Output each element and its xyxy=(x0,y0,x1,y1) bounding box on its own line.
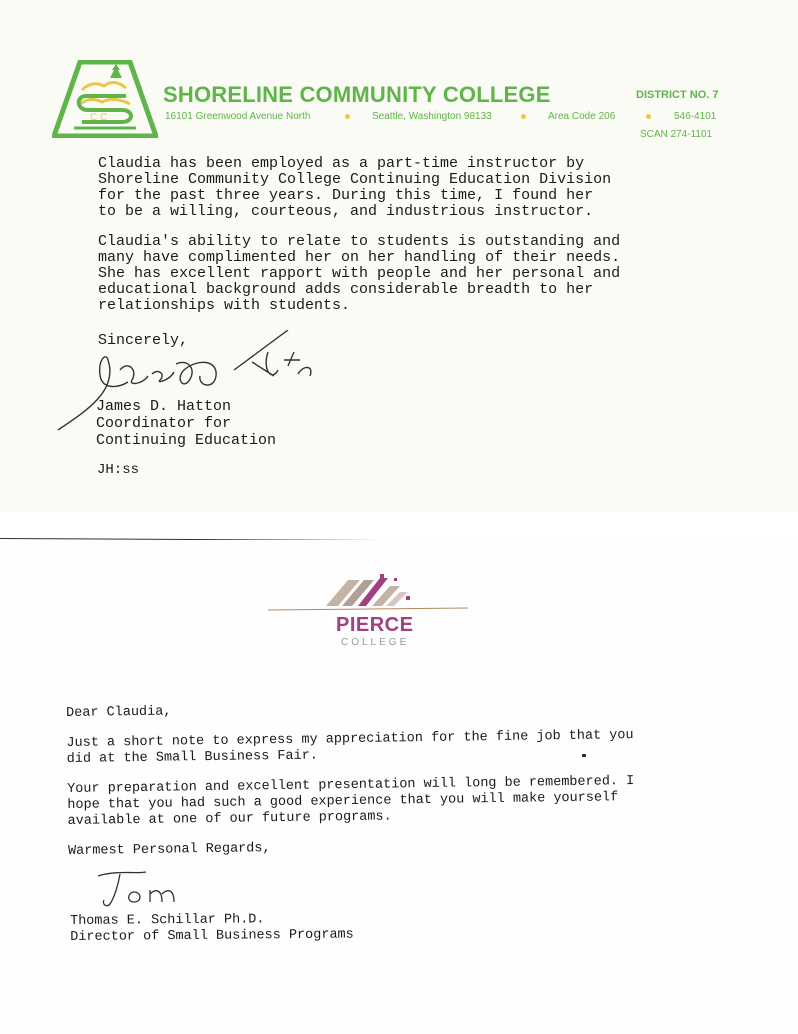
phone-number: 546-4101 xyxy=(674,111,717,122)
district-label: DISTRICT NO. 7 xyxy=(636,89,719,101)
college-name: SHORELINE COMMUNITY COLLEGE xyxy=(163,82,551,107)
street-address: 16101 Greenwood Avenue North xyxy=(165,111,311,122)
signer-department: Continuing Education xyxy=(96,432,277,449)
pierce-logo-sub: COLLEGE xyxy=(341,637,410,648)
paragraph: Claudia's ability to relate to students is outstanding and many have complimented her on her handling of their needs. She has excellent rapport with people and her personal and educational background adds considerable breadth to her relationships with students. xyxy=(98,233,621,314)
separator-dot xyxy=(646,114,651,119)
closing: Sincerely, xyxy=(98,332,189,349)
signer-title: Director of Small Business Programs xyxy=(70,927,354,945)
paper-speck xyxy=(582,754,586,757)
paragraph: Claudia has been employed as a part-time instructor by Shoreline Community College Continuing Education Division for the past three years. During this time, I found her to be a willing, courteous, and industrious instructor. xyxy=(98,155,612,220)
city-address: Seattle, Washington 98133 xyxy=(372,111,492,122)
separator-dot xyxy=(521,114,526,119)
area-code: Area Code 206 xyxy=(548,111,616,122)
pierce-logo-icon xyxy=(268,572,468,616)
salutation: Dear Claudia, xyxy=(66,704,172,721)
typist-initials: JH:ss xyxy=(97,462,140,478)
closing: Warmest Personal Regards, xyxy=(67,841,271,859)
paragraph: Just a short note to express my appreciation for the fine job that you did at the Small Business Fair. xyxy=(66,728,634,767)
signer-title: Coordinator for xyxy=(96,415,232,432)
pierce-signer-block xyxy=(70,912,354,946)
svg-text:C C: C C xyxy=(90,112,108,123)
separator-dot xyxy=(345,114,350,119)
pierce-logo-word: PIERCE xyxy=(336,614,414,636)
signer-block xyxy=(96,398,276,449)
signer-name: James D. Hatton xyxy=(96,398,232,415)
letter-body xyxy=(98,156,698,328)
signer-name: Thomas E. Schillar Ph.D. xyxy=(70,912,265,929)
shoreline-logo-icon xyxy=(52,60,158,138)
scan-number: SCAN 274-1101 xyxy=(640,129,713,140)
signature-tom xyxy=(96,868,206,908)
paragraph: Your preparation and excellent presentation will long be remembered. I hope that you had such a good experience that you will make yourself available at one of our future programs. xyxy=(67,774,635,829)
pierce-letter-body xyxy=(66,697,688,874)
shoreline-letter xyxy=(0,0,798,512)
